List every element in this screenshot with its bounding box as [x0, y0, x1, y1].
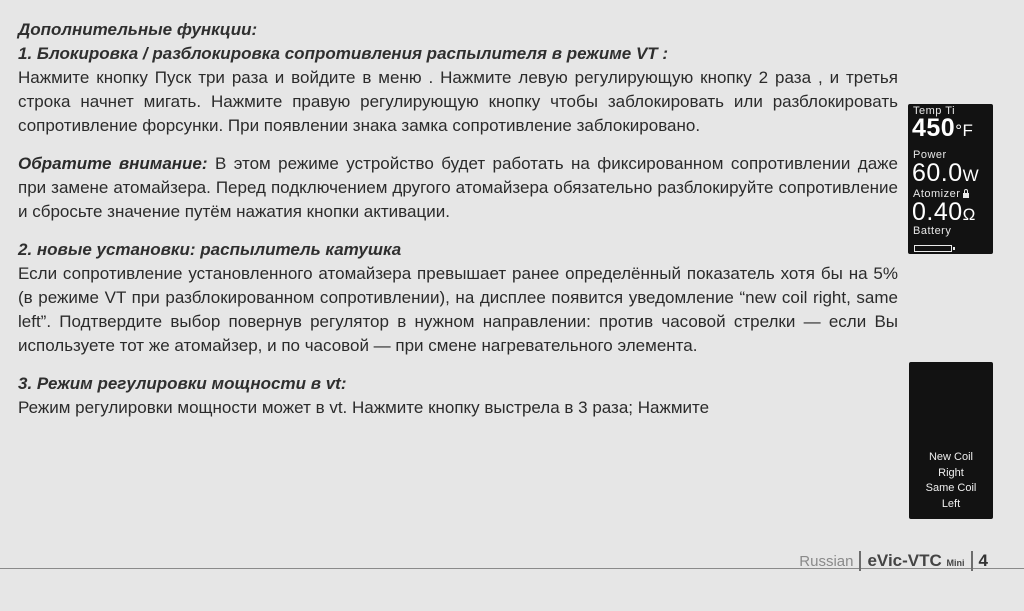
note-label: Обратите внимание: — [18, 154, 208, 173]
temp-readout — [912, 114, 973, 143]
device-screen-main — [908, 104, 993, 254]
section-title: Дополнительные функции: — [18, 20, 258, 39]
footer-product-suffix: Mini — [946, 558, 965, 568]
page-footer — [799, 551, 988, 571]
atomizer-unit: Ω — [962, 205, 976, 224]
coil-prompt-line-3: Same Coil — [925, 482, 977, 494]
note-body: В этом режиме устройство будет работать на фиксированном сопротивлении даже при замене атомайзера. Перед подключением другого атомайзера обязательно разблокируйте сопротивление и сбросьте значение путём нажатия кнопки активации. — [18, 154, 898, 221]
atomizer-label: Atomizer — [913, 188, 961, 200]
atomizer-value: 0.40 — [912, 198, 963, 226]
temp-value: 450 — [912, 114, 956, 142]
footer-product-name: eVic-VTC — [867, 551, 942, 570]
coil-prompt-message — [909, 450, 993, 512]
battery-icon — [914, 245, 952, 252]
power-unit: W — [962, 166, 980, 185]
section-3-heading: 3. Режим регулировки мощности в vt: — [18, 374, 347, 393]
section-3-body: Режим регулировки мощности может в vt. Нажмите кнопку выстрела в 3 раза; Нажмите — [18, 398, 710, 417]
temp-label: Temp Ti — [913, 105, 956, 117]
footer-separator-2 — [971, 551, 973, 571]
section-2-heading: 2. новые установки: распылитель катушка — [18, 240, 402, 259]
device-screen-coil-prompt — [909, 362, 993, 519]
page-number: 4 — [978, 551, 988, 570]
power-label: Power — [913, 149, 947, 161]
section-1-body: Нажмите кнопку Пуск три раза и войдите в меню . Нажмите левую регулирующую кнопку 2 раза , и третья строка начнет мигать. Нажмите правую регулирующую кнопку чтобы заблокировать или разблокировать сопротивление форсунки. При появлении знака замка сопротивление заблокировано. — [18, 68, 898, 135]
section-2-body: Если сопротивление установленного атомайзера превышает ранее определённый показатель хотя бы на 5% (в режиме VT при разблокированном сопротивлении), на дисплее появится уведомление “new coil right, same left”. Подтвердите выбор повернув регулятор в нужном направлении: против часовой стрелки — если Вы используете тот же атомайзер, и по часовой — при смене нагревательного элемента. — [18, 264, 898, 355]
document-body — [18, 18, 898, 420]
section-1-heading: 1. Блокировка / разблокировка сопротивления распылителя в режиме VT : — [18, 44, 669, 63]
power-readout — [912, 159, 979, 188]
footer-product — [867, 551, 964, 571]
battery-label: Battery — [913, 225, 952, 237]
coil-prompt-line-1: New Coil — [928, 451, 973, 463]
footer-language: Russian — [799, 553, 854, 570]
power-value: 60.0 — [912, 159, 963, 187]
note-paragraph — [18, 152, 898, 224]
coil-prompt-line-2: Right — [938, 466, 964, 479]
footer-separator — [859, 551, 861, 571]
coil-prompt-line-4: Left — [941, 497, 961, 510]
atomizer-readout — [912, 198, 976, 227]
temp-unit: °F — [955, 121, 974, 140]
